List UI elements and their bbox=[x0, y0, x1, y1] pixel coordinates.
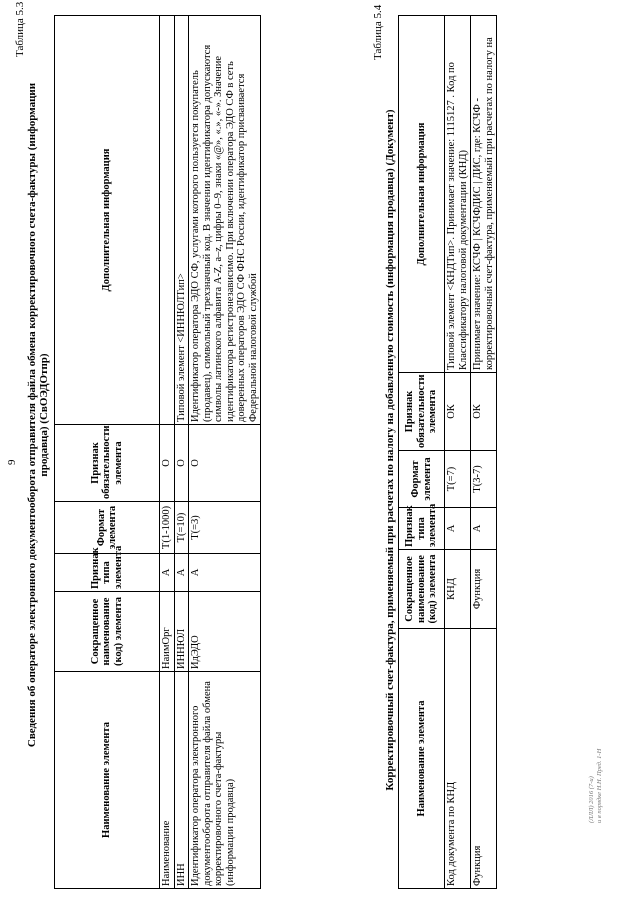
cell-code: НаимОрг bbox=[160, 592, 175, 672]
header-element-name: Наименование элемента bbox=[55, 672, 160, 889]
header-info: Дополнительная информация bbox=[55, 16, 160, 425]
header-format: Формат элемента bbox=[399, 451, 445, 508]
cell-required: ОК bbox=[471, 373, 497, 451]
header-type: Признак типа элемента bbox=[399, 508, 445, 550]
cell-required: ОК bbox=[445, 373, 471, 451]
header-info: Дополнительная информация bbox=[399, 16, 445, 373]
cell-required: О bbox=[174, 425, 189, 502]
cell-format: Т(1-1000) bbox=[160, 502, 175, 554]
table-row bbox=[189, 16, 261, 889]
table-5-3-label: Таблица 5.3 bbox=[14, 1, 26, 57]
table-row bbox=[471, 16, 497, 889]
cell-type: А bbox=[160, 554, 175, 592]
stamp-line-2: и в порядке Н.Н. Пред. 1-Н bbox=[596, 748, 603, 823]
table-row bbox=[174, 16, 189, 889]
cell-type: А bbox=[445, 508, 471, 550]
cell-info: Принимает значение: КСЧФ | КСЧФДИС | ДИС, где: КСЧФ - корректировочный счет-фактура, применяемый при расчетах по налогу на bbox=[471, 16, 497, 373]
header-type: Признак типа элемента bbox=[55, 554, 160, 592]
header-required: Признак обязательности элемента bbox=[399, 373, 445, 451]
cell-name: Идентификатор оператора электронного документооборота отправителя файла обмена корректировочного счета-фактуры (информации продавца) bbox=[189, 672, 261, 889]
cell-info bbox=[160, 16, 175, 425]
table-header-row bbox=[55, 16, 160, 889]
cell-required: О bbox=[160, 425, 175, 502]
header-element-name: Наименование элемента bbox=[399, 629, 445, 889]
cell-format: Т(=3) bbox=[189, 502, 261, 554]
cell-info: Типовой элемент <КНДТип>. Принимает значение: 1115127 . Код по Классификатору налоговой документации (КНД) bbox=[445, 16, 471, 373]
cell-required: О bbox=[189, 425, 261, 502]
table-5-3 bbox=[54, 15, 261, 889]
cell-name: Функция bbox=[471, 629, 497, 889]
table-row bbox=[160, 16, 175, 889]
cell-type: А bbox=[189, 554, 261, 592]
cell-code: КНД bbox=[445, 550, 471, 629]
table-5-3-title-line-1: Сведения об операторе электронного документооборота отправителя файла обмена корректировочного счета-фактуры (информации bbox=[26, 82, 38, 748]
page-number: 9 bbox=[6, 459, 18, 465]
table-5-4 bbox=[398, 15, 497, 889]
header-required: Признак обязательности элемента bbox=[55, 425, 160, 502]
cell-format: Т(=7) bbox=[445, 451, 471, 508]
cell-format: Т(=10) bbox=[174, 502, 189, 554]
table-5-4-label: Таблица 5.4 bbox=[372, 4, 384, 60]
header-short-name: Сокращенное наименование (код) элемента bbox=[55, 592, 160, 672]
stamp-line-1: (ЛЛЛ) 2016 (7-и) bbox=[588, 776, 595, 823]
cell-type: А bbox=[174, 554, 189, 592]
registration-stamp bbox=[588, 749, 604, 823]
table-5-3-title-line-2: продавца) (СвОЭДОтпр) bbox=[38, 353, 50, 477]
cell-info: Идентификатор оператора ЭДО СФ, услугами которого пользуется покупатель (продавец), символьный трехзначный код. В значении идентификатора допускаются символы латинского алфавита A-Z, a–z, цифры 0–9, знаки «@», «.», «-». Значение идентификатора регистронезависимо. При включении оператора ЭДО СФ в сеть доверенных операторов ЭДО СФ ФНС России, идентификатор присваивается Федеральной налоговой службой bbox=[189, 16, 261, 425]
header-short-name: Сокращенное наименование (код) элемента bbox=[399, 550, 445, 629]
cell-name: Код документа по КНД bbox=[445, 629, 471, 889]
header-format: Формат элемента bbox=[55, 502, 160, 554]
table-5-4-title: Корректировочный счет-фактура, применяемый при расчетах по налогу на добавленную стоимость (информация продавца) (Документ) bbox=[384, 109, 396, 791]
cell-type: А bbox=[471, 508, 497, 550]
cell-code: Функция bbox=[471, 550, 497, 629]
cell-name: ИНН bbox=[174, 672, 189, 889]
table-row bbox=[445, 16, 471, 889]
cell-name: Наименование bbox=[160, 672, 175, 889]
cell-info: Типовой элемент <ИННЮЛТип> bbox=[174, 16, 189, 425]
cell-code: ИННЮЛ bbox=[174, 592, 189, 672]
table-5-3-title bbox=[26, 15, 50, 815]
cell-format: Т(3-7) bbox=[471, 451, 497, 508]
table-header-row bbox=[399, 16, 445, 889]
cell-code: ИдЭДО bbox=[189, 592, 261, 672]
